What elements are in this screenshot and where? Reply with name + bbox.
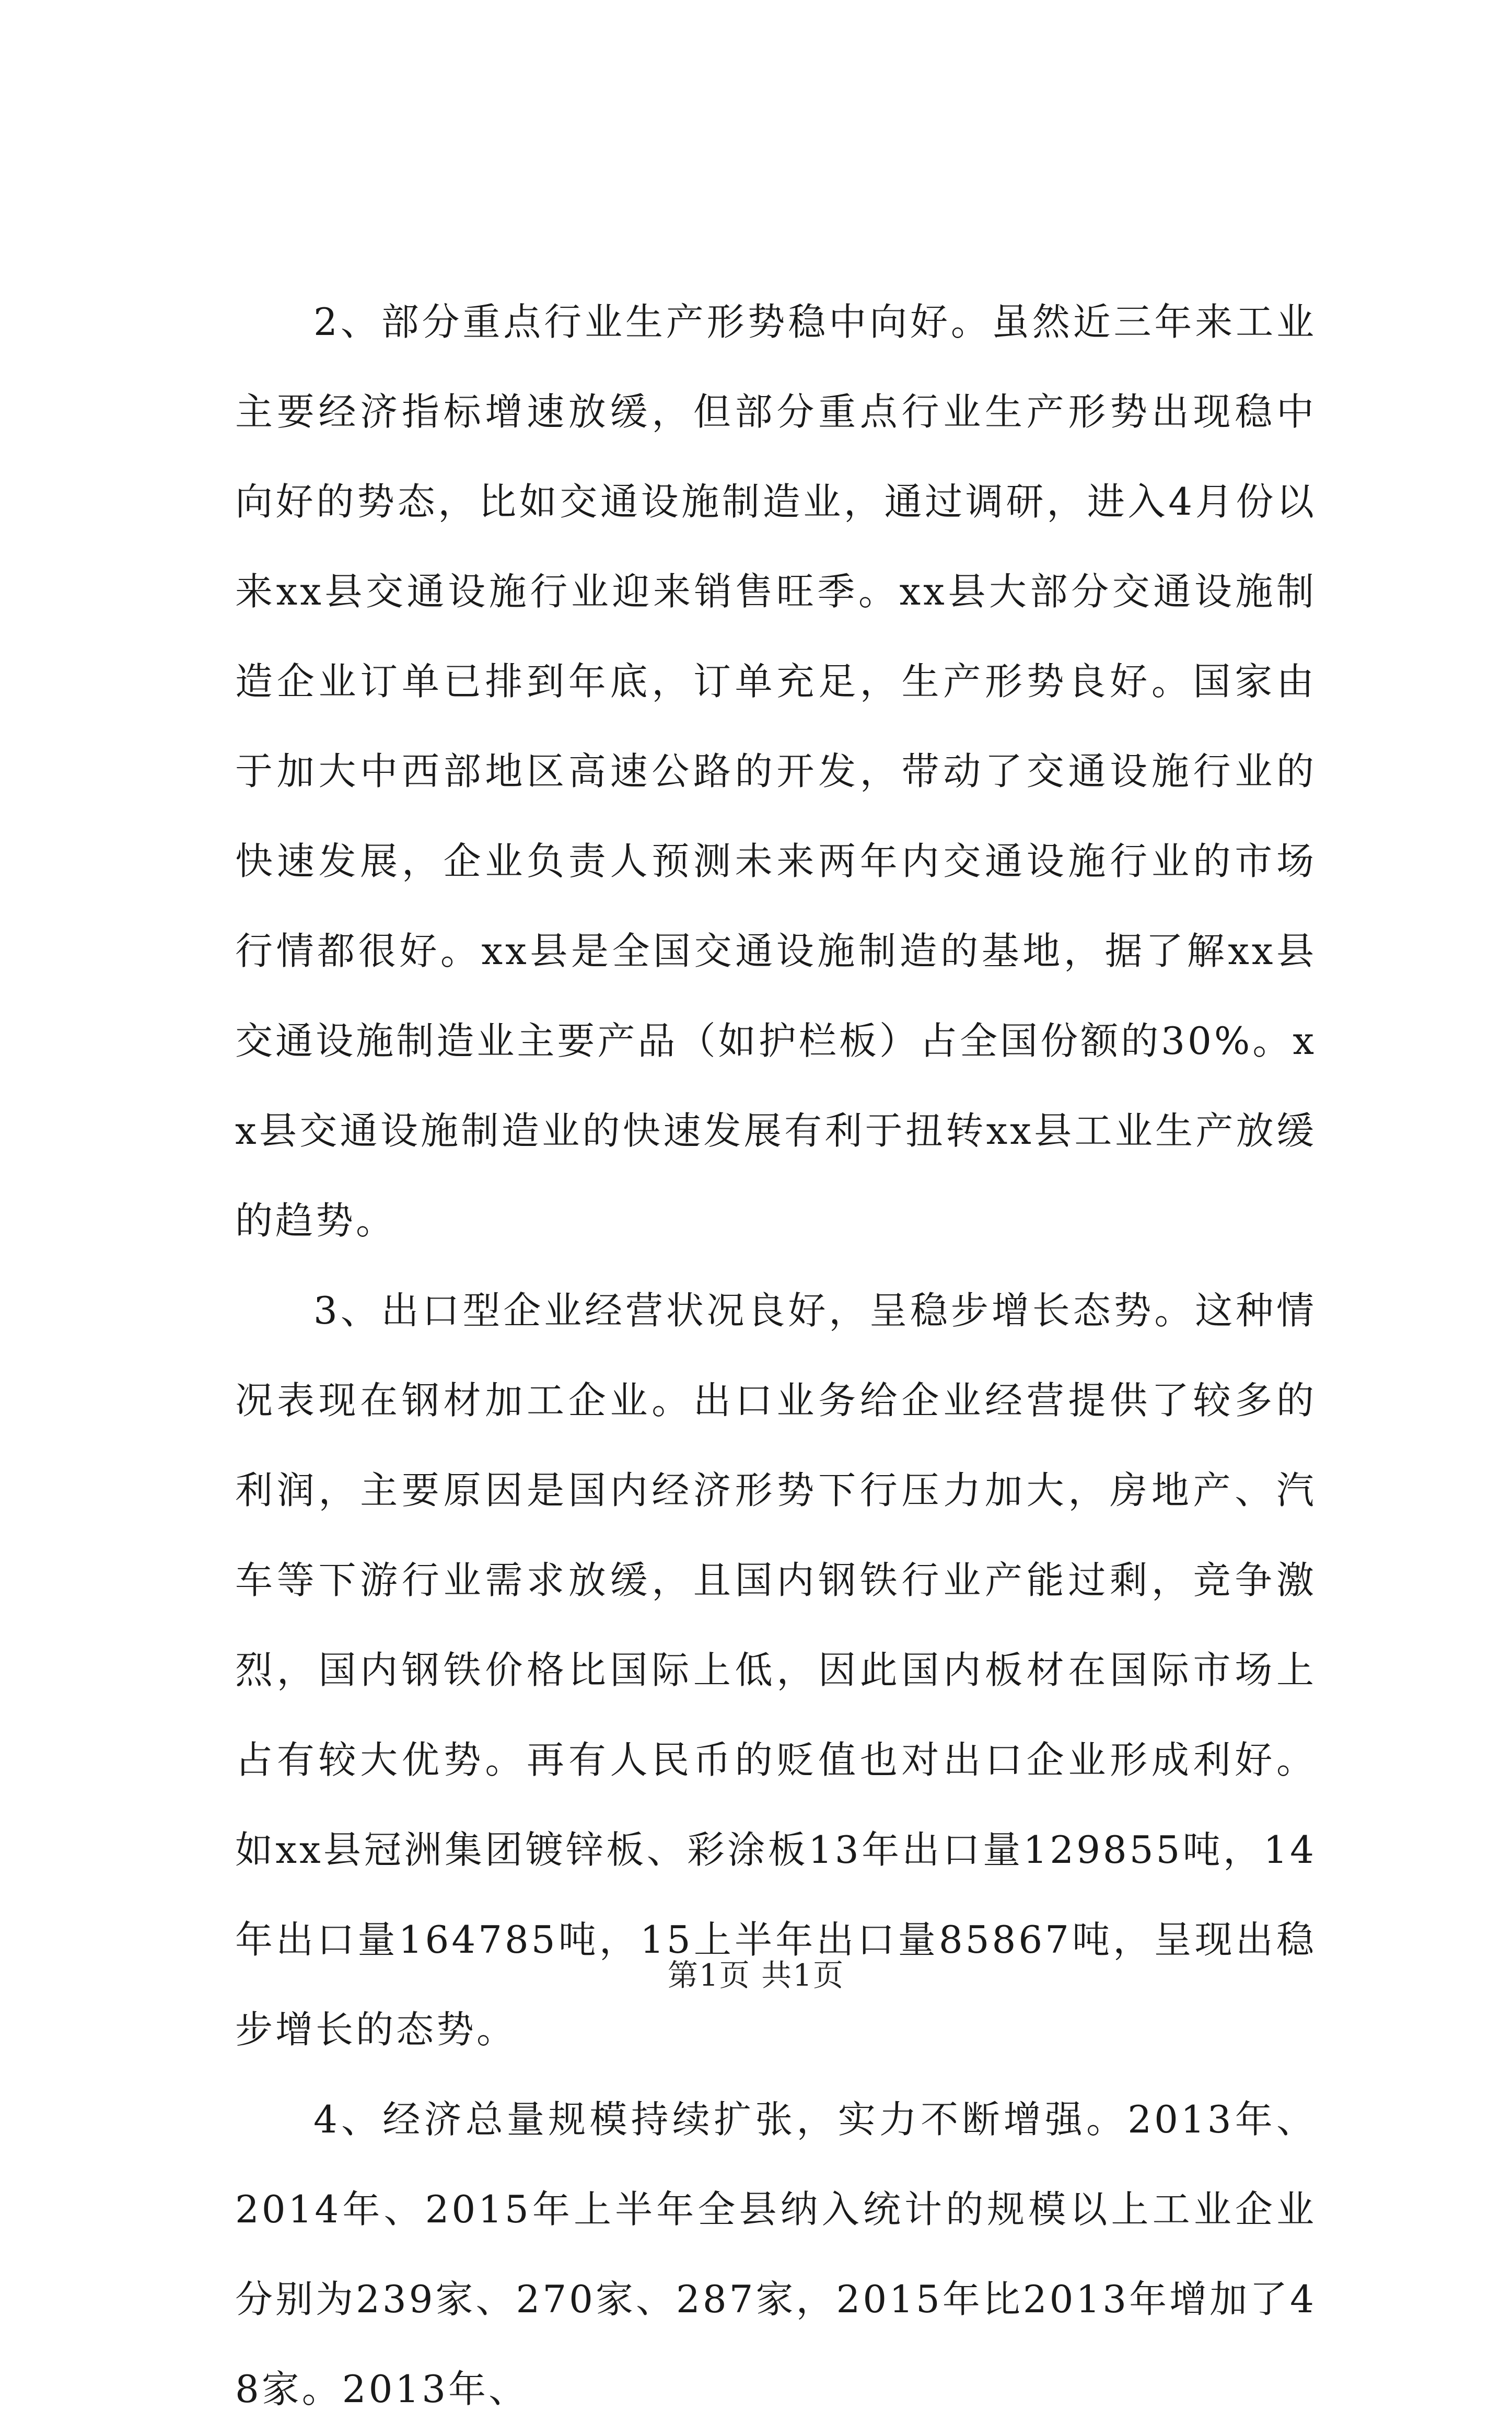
paragraph-2-key-industries: 2、部分重点行业生产形势稳中向好。虽然近三年来工业主要经济指标增速放缓，但部分重点行业生产形势出现稳中向好的势态，比如交通设施制造业，通过调研，进入4月份以来xx县交通设施行业迎来销售旺季。xx县大部分交通设施制造企业订单已排到年底，订单充足，生产形势良好。国家由于加大中西部地区高速公路的开发，带动了交通设施行业的快速发展，企业负责人预测未来两年内交通设施行业的市场行情都很好。xx县是全国交通设施制造的基地，据了解xx县交通设施制造业主要产品（如护栏板）占全国份额的30%。xx县交通设施制造业的快速发展有利于扭转xx县工业生产放缓的趋势。 (235, 300, 1317, 1243)
paragraph-3-export-enterprises: 3、出口型企业经营状况良好，呈稳步增长态势。这种情况表现在钢材加工企业。出口业务给企业经营提供了较多的利润，主要原因是国内经济形势下行压力加大，房地产、汽车等下游行业需求放缓，且国内钢铁行业产能过剩，竞争激烈，国内钢铁价格比国际上低，因此国内板材在国际市场上占有较大优势。再有人民币的贬值也对出口企业形成利好。如xx县冠洲集团镀锌板、彩涂板13年出口量129855吨，14年出口量164785吨，15上半年出口量85867吨，呈现出稳步增长的态势。 (235, 1289, 1317, 2051)
document-body (235, 277, 1317, 2434)
page-footer: 第1页 共1页 (667, 1957, 845, 1993)
paragraph-4-economic-scale: 4、经济总量规模持续扩张，实力不断增强。2013年、2014年、2015年上半年全县纳入统计的规模以上工业企业分别为239家、270家、287家，2015年比2013年增加了48家。2013年、 (235, 2097, 1317, 2411)
